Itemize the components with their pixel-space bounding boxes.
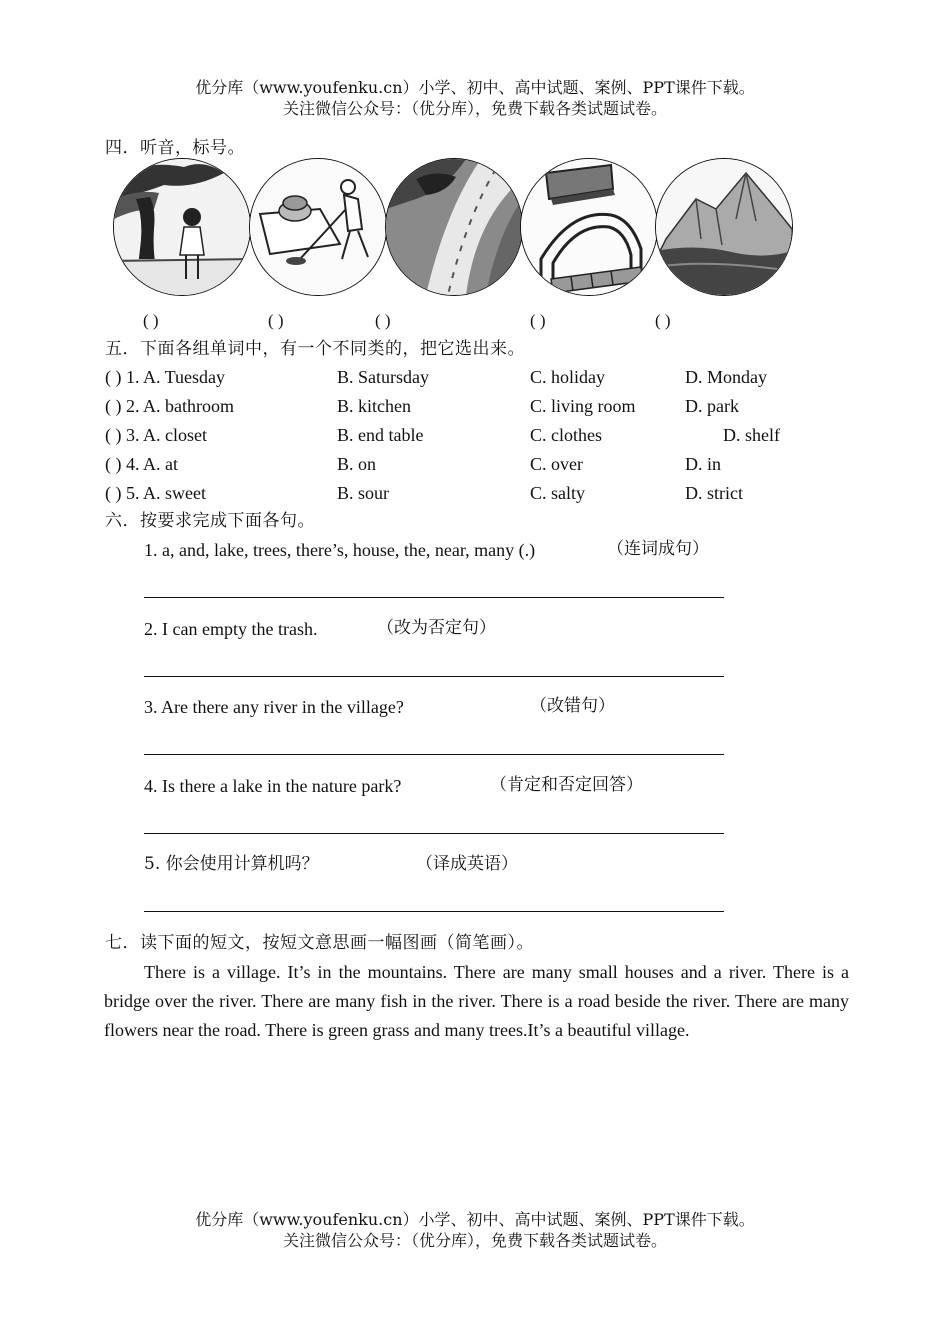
question-2-note: （改为否定句） — [377, 618, 496, 638]
choice-row-2-a[interactable]: ( ) 2. A. bathroom — [105, 396, 234, 416]
choice-row-1-b: B. Satursday — [337, 367, 429, 387]
question-4-note: （肯定和否定回答） — [490, 775, 643, 795]
picture-man-raking-trash — [249, 158, 387, 296]
choice-row-1-a[interactable]: ( ) 1. A. Tuesday — [105, 367, 226, 387]
question-4-text: 4. Is there a lake in the nature park? — [144, 776, 402, 796]
question-2-text: 2. I can empty the trash. — [144, 619, 318, 639]
question-3-text: 3. Are there any river in the village? — [144, 697, 404, 717]
choice-row-3-c: C. clothes — [530, 425, 602, 445]
choice-row-4-c: C. over — [530, 454, 583, 474]
choice-row-3-d: D. shelf — [723, 425, 780, 445]
choice-row-5-c: C. salty — [530, 483, 586, 503]
answer-blank-1[interactable]: ( ) — [143, 311, 159, 330]
section-7-title: 七．读下面的短文，按短文意思画一幅图画（简笔画）。 — [105, 933, 534, 953]
answer-blank-4[interactable]: ( ) — [530, 311, 546, 330]
choice-row-2 — [105, 393, 865, 419]
answer-blank-3[interactable]: ( ) — [375, 311, 391, 330]
choice-row-2-c: C. living room — [530, 396, 636, 416]
reading-passage-text: There is a village. It’s in the mountains. There are many small houses and a river. There is a bridge over the river. There are many fish in the river. There is a road beside the river. There are many flowers near the road. There is green grass and many trees.It’s a beautiful village. — [104, 962, 849, 1040]
choice-row-5-d: D. strict — [685, 483, 743, 503]
picture-road-in-valley — [385, 158, 523, 296]
answer-line-1[interactable] — [144, 597, 724, 598]
answer-blank-2[interactable]: ( ) — [268, 311, 284, 330]
question-5-text: 5. 你会使用计算机吗？ — [144, 854, 319, 874]
answer-line-3[interactable] — [144, 754, 724, 755]
choice-row-5-b: B. sour — [337, 483, 390, 503]
reading-passage — [104, 958, 849, 1045]
header-line-2: 关注微信公众号：（优分库），免费下载各类试题试卷。 — [282, 99, 667, 118]
choice-row-1-d: D. Monday — [685, 367, 767, 387]
choice-row-5-a[interactable]: ( ) 5. A. sweet — [105, 483, 206, 503]
question-1-text: 1. a, and, lake, trees, there’s, house, the, near, many (.) — [144, 540, 536, 560]
answer-blank-5[interactable]: ( ) — [655, 311, 671, 330]
answer-line-4[interactable] — [144, 833, 724, 834]
picture-mountains — [655, 158, 793, 296]
choice-row-4-a[interactable]: ( ) 4. A. at — [105, 454, 178, 474]
choice-row-3-b: B. end table — [337, 425, 424, 445]
choice-row-1-c: C. holiday — [530, 367, 605, 387]
choice-row-3-a[interactable]: ( ) 3. A. closet — [105, 425, 207, 445]
answer-line-5[interactable] — [144, 911, 724, 912]
footer-line-1: 优分库（www.youfenku.cn）小学、初中、高中试题、案例、PPT课件下载。 — [195, 1210, 755, 1229]
choice-row-2-b: B. kitchen — [337, 396, 411, 416]
choice-row-4 — [105, 451, 865, 477]
picture-girl-under-tree — [113, 158, 251, 296]
choice-row-5 — [105, 480, 865, 506]
picture-bridge-and-shelf — [520, 158, 658, 296]
section-4-title: 四．听音，标号。 — [105, 138, 245, 158]
choice-row-3 — [105, 422, 865, 448]
choice-row-1 — [105, 364, 865, 390]
question-1-note: （连词成句） — [607, 539, 709, 559]
section-5-title: 五．下面各组单词中，有一个不同类的，把它选出来。 — [105, 339, 525, 359]
question-3-note: （改错句） — [530, 696, 615, 716]
section-6-title: 六．按要求完成下面各句。 — [105, 511, 315, 531]
question-5-note: （译成英语） — [416, 854, 518, 874]
header-line-1: 优分库（www.youfenku.cn）小学、初中、高中试题、案例、PPT课件下载。 — [195, 78, 755, 97]
choice-row-4-b: B. on — [337, 454, 377, 474]
footer-line-2: 关注微信公众号：（优分库），免费下载各类试题试卷。 — [282, 1231, 667, 1250]
answer-line-2[interactable] — [144, 676, 724, 677]
choice-row-4-d: D. in — [685, 454, 721, 474]
choice-row-2-d: D. park — [685, 396, 739, 416]
